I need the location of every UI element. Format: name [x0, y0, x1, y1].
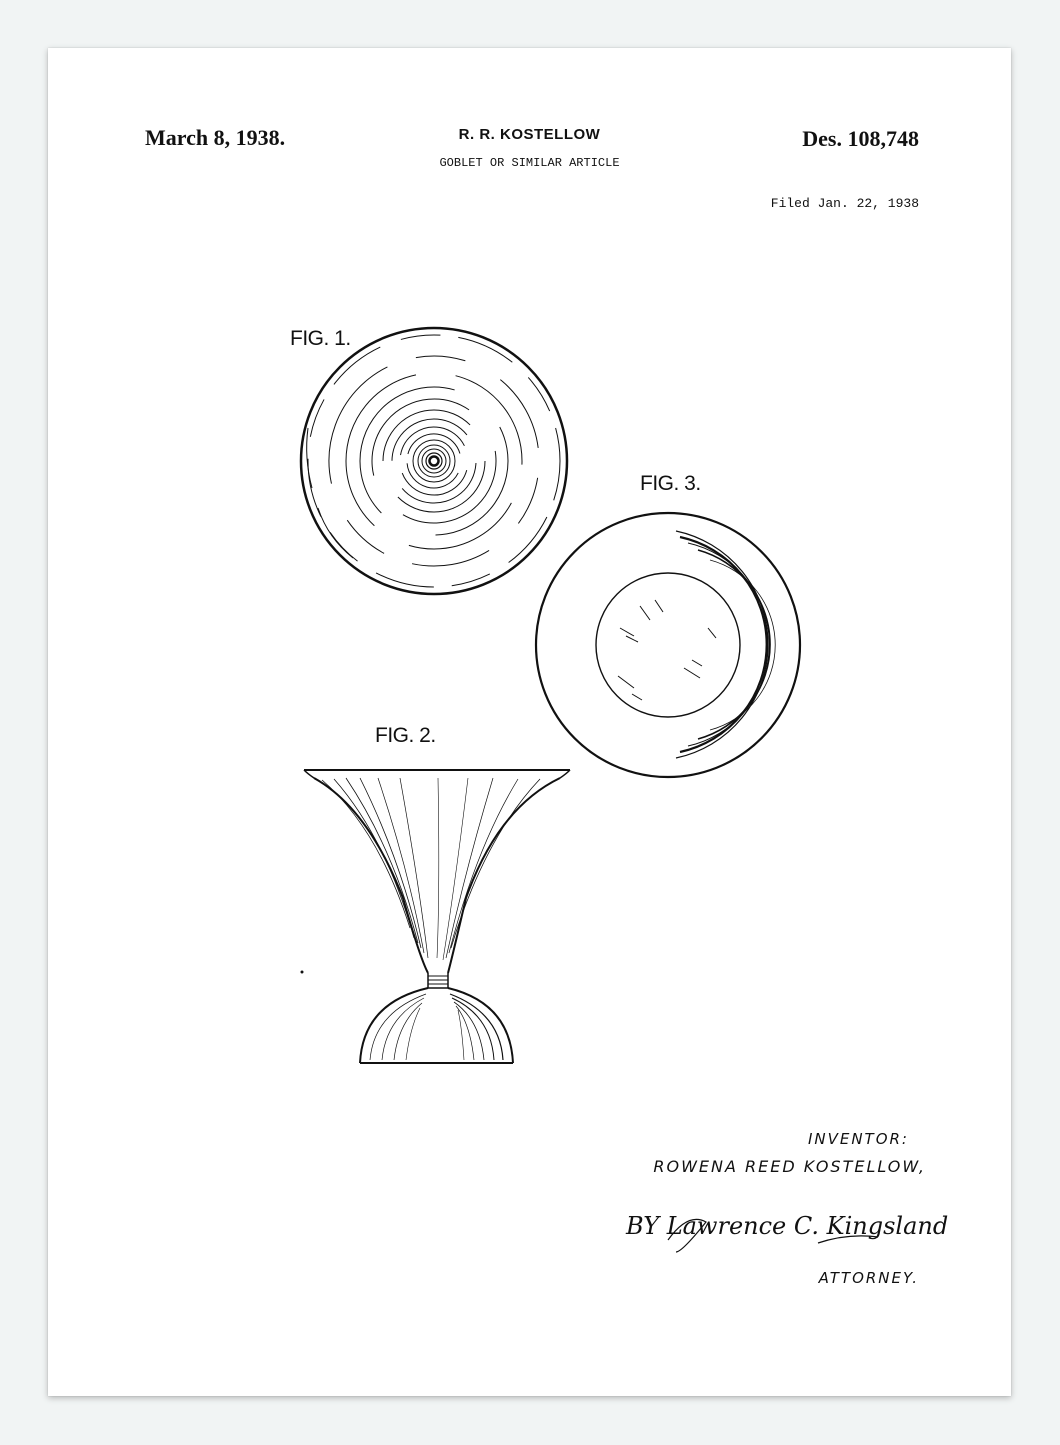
- patent-title: GOBLET OR SIMILAR ARTICLE: [439, 156, 620, 170]
- inventor-full-name: ROWENA REED KOSTELLOW,: [653, 1157, 926, 1176]
- attorney-signature: BY Lawrence C. Kingsland: [626, 1212, 949, 1240]
- patent-sheet: [48, 48, 1011, 1396]
- attorney-caption: ATTORNEY.: [818, 1269, 919, 1287]
- filed-date: Filed Jan. 22, 1938: [770, 196, 919, 211]
- fig2-label: FIG. 2.: [375, 724, 436, 747]
- fig2-drawing: [301, 770, 570, 1063]
- patent-number: Des. 108,748: [802, 126, 919, 151]
- inventor-header: R. R. KOSTELLOW: [458, 126, 601, 143]
- fig3-drawing: [536, 513, 800, 777]
- patent-date: March 8, 1938.: [145, 125, 286, 150]
- fig3-label: FIG. 3.: [640, 472, 701, 495]
- fig1-label: FIG. 1.: [290, 327, 351, 350]
- fig1-drawing: [299, 326, 568, 595]
- patent-drawings: [48, 48, 1011, 1396]
- inventor-caption: INVENTOR:: [807, 1130, 909, 1148]
